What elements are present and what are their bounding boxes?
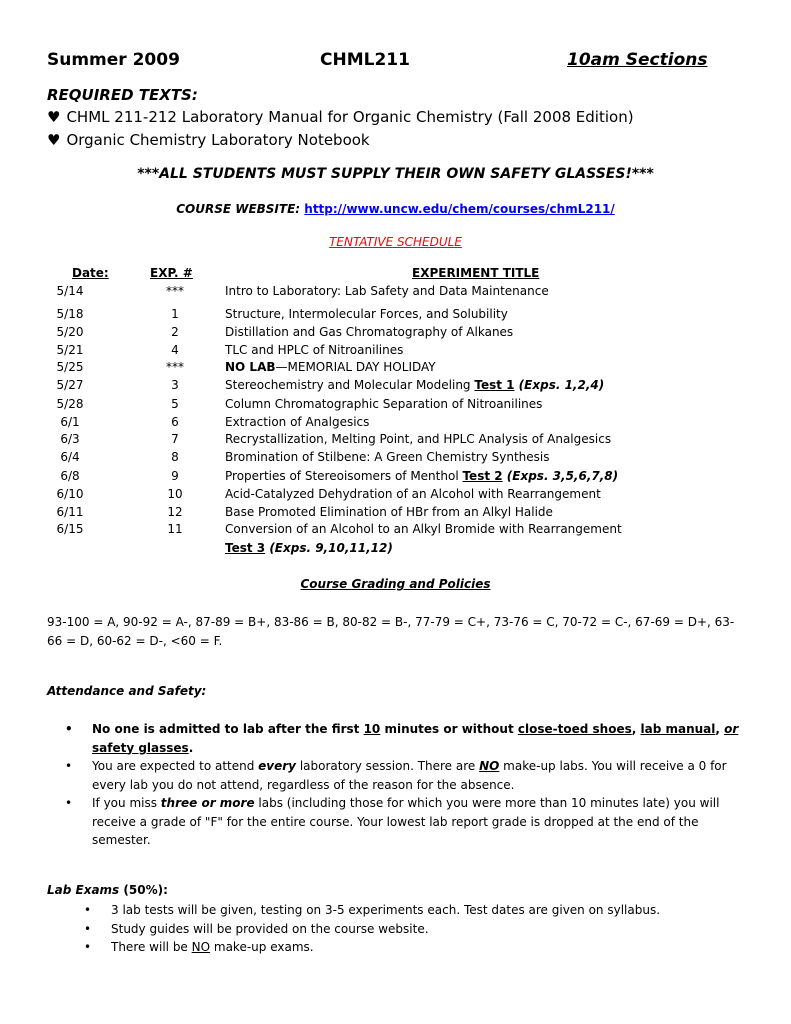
bullet-icon: •	[65, 796, 73, 810]
row-date: 5/25	[56, 360, 84, 374]
row-exp: 9	[171, 469, 179, 483]
row-title: Recrystallization, Melting Point, and HPLC Analysis of Analgesics	[225, 432, 612, 446]
row-date: 5/28	[56, 397, 84, 411]
row-date: 6/15	[56, 522, 84, 536]
list-item: • If you miss three or more labs (including those for which you were more than 10 minutes late) you will receive a grade of "F" for the entire course. Your lowest lab report grade is dropped at the end of the semester.	[65, 796, 720, 847]
no-lab-label: NO LAB	[225, 360, 276, 374]
list-item: • 3 lab tests will be given, testing on 3-5 experiments each. Test dates are given on syllabus.	[84, 901, 744, 920]
heart-icon: ♥	[47, 131, 61, 149]
row-exp: 10	[167, 487, 183, 501]
section-label: 10am Sections	[567, 50, 708, 70]
list-item: • Study guides will be provided on the course website.	[84, 920, 744, 939]
test-label: Test 3	[225, 541, 266, 555]
website-label: COURSE WEBSITE:	[176, 202, 301, 216]
row-title: TLC and HPLC of Nitroanilines	[225, 343, 404, 357]
row-exp: 5	[171, 397, 179, 411]
row-title: Acid-Catalyzed Dehydration of an Alcohol with Rearrangement	[225, 487, 601, 501]
row-title: Intro to Laboratory: Lab Safety and Data Maintenance	[225, 284, 549, 298]
final-test-row	[0, 541, 791, 558]
row-exp: ***	[166, 360, 184, 374]
website-link[interactable]: http://www.uncw.edu/chem/courses/chmL211/	[304, 202, 615, 216]
list-item: • No one is admitted to lab after the first 10 minutes or without close-toed shoes, lab manual, or safety glasses.	[65, 722, 739, 755]
row-exp: 6	[171, 415, 179, 429]
grading-scale: 93-100 = A, 90-92 = A-, 87-89 = B+, 83-86 = B, 80-82 = B-, 77-79 = C+, 73-76 = C, 70-72 = C-, 67-69 = D+, 63-66 = D, 60-62 = D-, <60 = F.	[47, 615, 735, 648]
row-date: 6/1	[60, 415, 80, 429]
attendance-heading: Attendance and Safety:	[47, 684, 207, 698]
row-title: Structure, Intermolecular Forces, and Solubility	[225, 307, 508, 321]
test-label: Test 1	[474, 378, 515, 392]
course-website	[0, 202, 791, 216]
schedule-row	[0, 397, 791, 414]
test-exps: (Exps. 1,2,4)	[514, 378, 605, 392]
schedule-row	[0, 325, 791, 342]
course-code: CHML211	[320, 50, 410, 70]
schedule-row	[0, 450, 791, 467]
term-label: Summer 2009	[47, 50, 180, 70]
col-title-header: EXPERIMENT TITLE	[412, 266, 540, 280]
list-item: • There will be NO make-up exams.	[84, 938, 744, 957]
row-exp: 11	[167, 522, 183, 536]
page-header	[47, 50, 708, 76]
row-date: 6/3	[60, 432, 80, 446]
bullet-icon: •	[65, 759, 73, 773]
row-exp: 12	[167, 505, 183, 519]
lab-exams-heading: Lab Exams (50%):	[47, 883, 168, 897]
required-texts-heading: REQUIRED TEXTS:	[47, 86, 198, 104]
grading-heading: Course Grading and Policies	[300, 577, 491, 591]
bullet-icon: •	[65, 722, 73, 736]
row-title: Distillation and Gas Chromatography of Alkanes	[225, 325, 514, 339]
required-text-item: ♥ CHML 211-212 Laboratory Manual for Organic Chemistry (Fall 2008 Edition)	[47, 108, 634, 126]
row-date: 5/21	[56, 343, 84, 357]
safety-glasses-notice: ***ALL STUDENTS MUST SUPPLY THEIR OWN SAFETY GLASSES!***	[137, 166, 654, 182]
row-title: Stereochemistry and Molecular Modeling Test 1 (Exps. 1,2,4)	[225, 378, 605, 392]
row-exp: 2	[171, 325, 179, 339]
col-date-header: Date:	[72, 266, 109, 280]
list-item: • You are expected to attend every laboratory session. There are NO make-up labs. You will receive a 0 for every lab you do not attend, regardless of the reason for the absence.	[65, 759, 727, 792]
row-exp: 7	[171, 432, 179, 446]
bullet-icon: •	[84, 921, 92, 936]
row-date: 5/20	[56, 325, 84, 339]
schedule-row	[0, 307, 791, 324]
row-date: 5/27	[56, 378, 84, 392]
row-date: 5/14	[56, 284, 84, 298]
required-text-item: ♥ Organic Chemistry Laboratory Notebook	[47, 131, 370, 149]
row-title: Base Promoted Elimination of HBr from an Alkyl Halide	[225, 505, 553, 519]
row-title: Conversion of an Alcohol to an Alkyl Bromide with Rearrangement	[225, 522, 622, 536]
bullet-icon: •	[84, 903, 92, 917]
attendance-list	[65, 720, 755, 850]
row-date: 6/10	[56, 487, 84, 501]
schedule-row	[0, 522, 791, 539]
schedule-row	[0, 432, 791, 449]
schedule-heading: TENTATIVE SCHEDULE	[329, 235, 462, 249]
schedule-row	[0, 378, 791, 395]
row-title: Properties of Stereoisomers of Menthol Test 2 (Exps. 3,5,6,7,8)	[225, 469, 619, 483]
schedule-row	[0, 505, 791, 522]
row-date: 6/11	[56, 505, 84, 519]
schedule-row	[0, 487, 791, 504]
bullet-icon: •	[84, 940, 92, 954]
test-exps: (Exps. 3,5,6,7,8)	[502, 469, 619, 483]
test-label: Test 2	[462, 469, 503, 483]
row-title: Column Chromatographic Separation of Nitroanilines	[225, 397, 543, 411]
schedule-row	[0, 284, 791, 301]
heart-icon: ♥	[47, 108, 61, 126]
row-title: NO LAB—MEMORIAL DAY HOLIDAY	[225, 360, 436, 374]
row-date: 5/18	[56, 307, 84, 321]
schedule-row	[0, 469, 791, 486]
row-date: 6/4	[60, 450, 80, 464]
test-exps: (Exps. 9,10,11,12)	[265, 541, 393, 555]
row-title: Bromination of Stilbene: A Green Chemistry Synthesis	[225, 450, 550, 464]
schedule-row	[0, 415, 791, 432]
schedule-row	[0, 360, 791, 377]
row-date: 6/8	[60, 469, 80, 483]
row-exp: 3	[171, 378, 179, 392]
schedule-row	[0, 343, 791, 360]
row-exp: ***	[166, 284, 184, 298]
row-exp: 8	[171, 450, 179, 464]
lab-exams-list	[84, 901, 744, 957]
row-exp: 1	[171, 307, 179, 321]
row-exp: 4	[171, 343, 179, 357]
col-exp-header: EXP. #	[150, 266, 193, 280]
row-title: Extraction of Analgesics	[225, 415, 370, 429]
